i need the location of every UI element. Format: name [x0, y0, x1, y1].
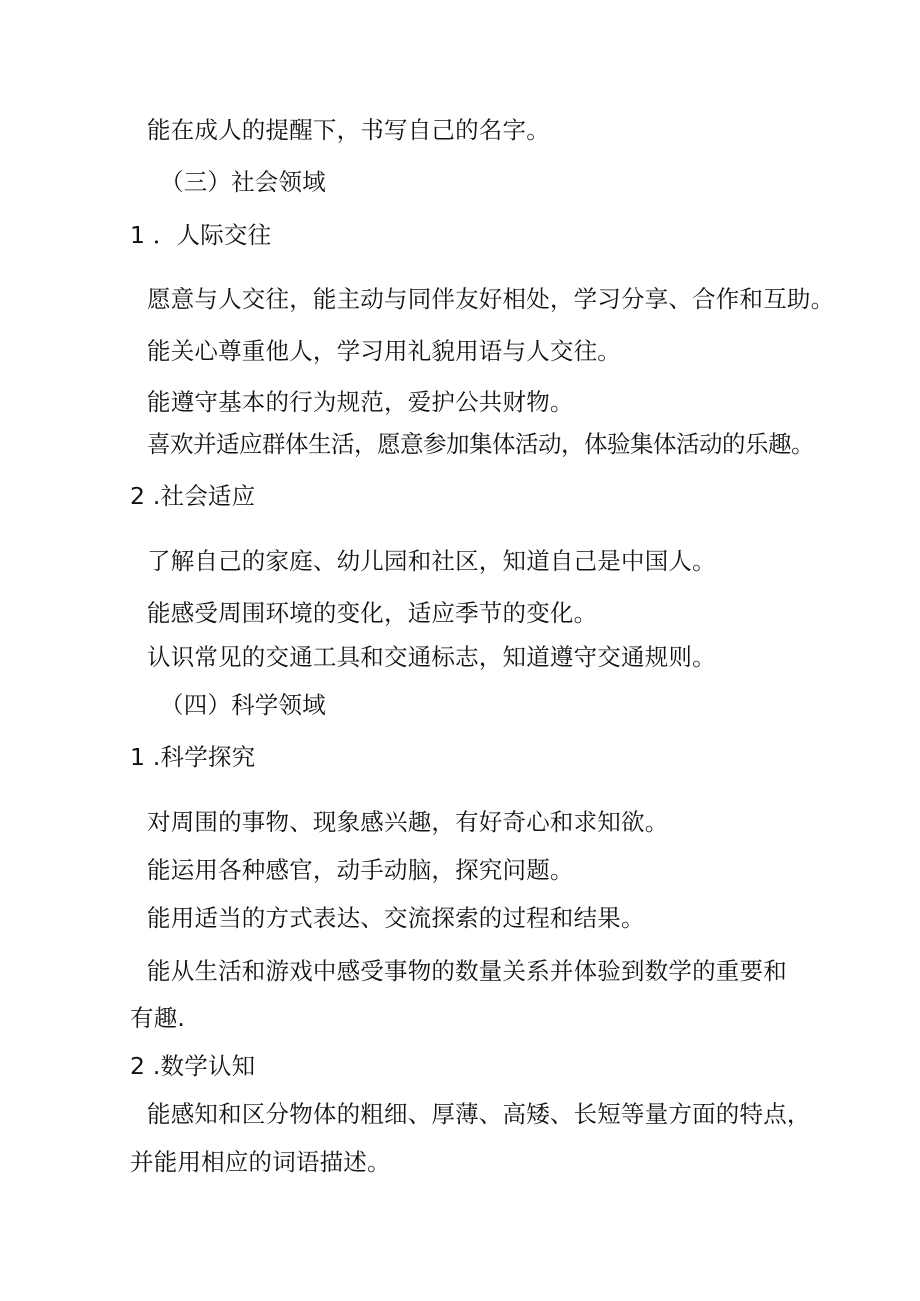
paragraph: 能感知和区分物体的粗细、厚薄、高矮、长短等量方面的特点，: [147, 1100, 811, 1128]
paragraph: 能运用各种感官，动手动脑，探究问题。: [147, 856, 574, 884]
paragraph: 能关心尊重他人，学习用礼貌用语与人交往。: [147, 337, 621, 365]
section-heading: （三）社会领域: [160, 168, 326, 196]
paragraph: 能用适当的方式表达、交流探索的过程和结果。: [147, 904, 645, 932]
subsection-heading: 2 .社会适应: [130, 482, 256, 510]
paragraph: 认识常见的交通工具和交通标志，知道遵守交通规则。: [147, 643, 716, 671]
paragraph: 能在成人的提醒下，书写自己的名字。: [147, 116, 550, 144]
paragraph: 了解自己的家庭、幼儿园和社区，知道自己是中国人。: [147, 547, 716, 575]
subsection-heading: 1 ．人际交往: [130, 221, 272, 249]
paragraph: 能从生活和游戏中感受事物的数量关系并体验到数学的重要和: [147, 957, 787, 985]
paragraph: 对周围的事物、现象感兴趣，有好奇心和求知欲。: [147, 808, 669, 836]
paragraph: 愿意与人交往，能主动与同伴友好相处，学习分享、合作和互助。: [147, 285, 835, 313]
paragraph-continuation: 并能用相应的词语描述。: [130, 1148, 391, 1176]
paragraph: 能感受周围环境的变化，适应季节的变化。: [147, 599, 598, 627]
section-heading: （四）科学领域: [160, 691, 326, 719]
paragraph: 能遵守基本的行为规范，爱护公共财物。: [147, 388, 574, 416]
paragraph: 喜欢并适应群体生活，愿意参加集体活动，体验集体活动的乐趣。: [147, 430, 814, 458]
subsection-heading: 2 .数学认知: [130, 1052, 256, 1080]
paragraph-continuation: 有趣.: [130, 1004, 186, 1032]
subsection-heading: 1 .科学探究: [130, 743, 256, 771]
